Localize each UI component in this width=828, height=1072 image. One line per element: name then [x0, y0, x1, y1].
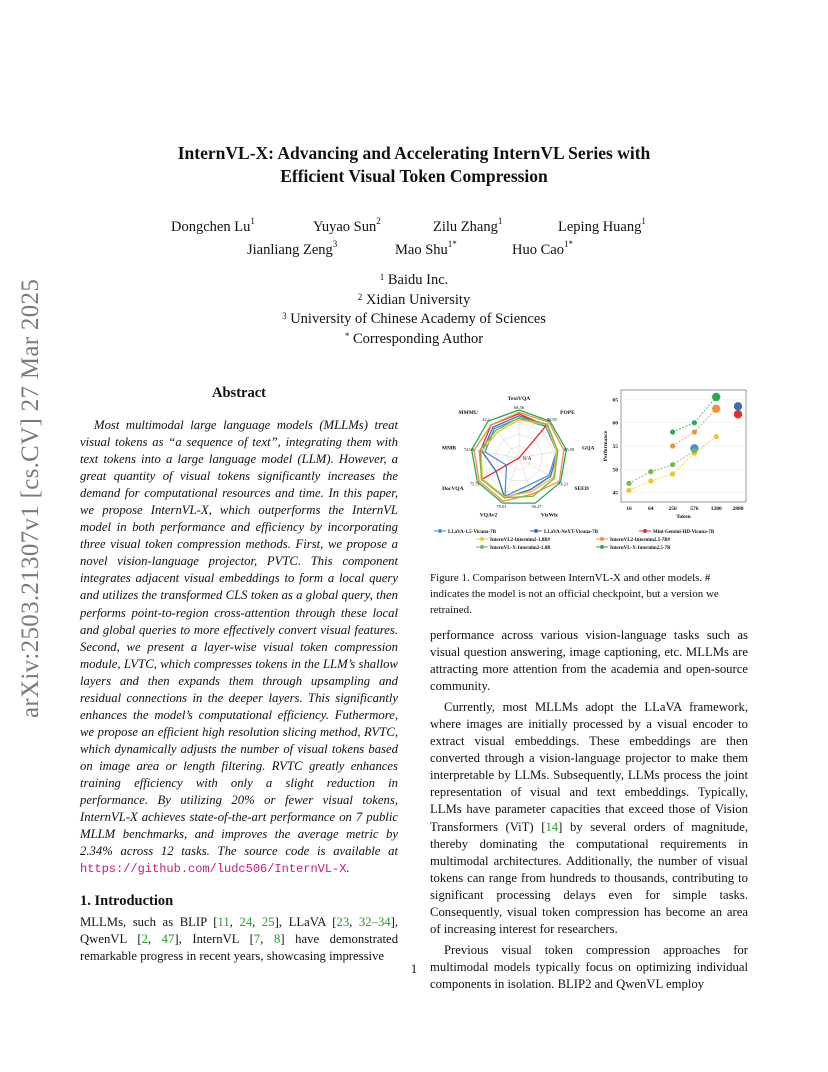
y-axis-label: Performance — [603, 430, 609, 462]
plot-data-point — [648, 478, 653, 483]
comparison-figure — [426, 380, 756, 560]
author-3: Zilu Zhang$^1$ — [433, 216, 503, 235]
paragraph: Currently, most MLLMs adopt the LLaVA framework, where images are initially processed by a visual encoder to extract visual embeddings. These embeddings are then converted through a vision-language projector to make them interpretable by LLMs. Subsequently, LLMs process the joint representation of visual and text embeddings. Typically, LLMs have parameter capacities that exceed those of Vision Transformers (ViT) [14] by several orders of magnitude, thereby dominating the computational requirements in multimodal architectures. Additionally, the number of visual tokens can range from hundreds to thousands, contributing to significant processing delays even for simple tasks. Consequently, visual token compression has become an area of increasing interest for researchers. — [430, 700, 748, 936]
author-7: Huo Cao$^{1*}$ — [512, 239, 573, 258]
author-4: Leping Huang$^1$ — [558, 216, 646, 235]
plot-data-point — [712, 404, 720, 412]
citation-link[interactable]: 23 — [336, 915, 350, 929]
plot-data-point — [648, 469, 653, 474]
plot-data-point — [712, 393, 720, 401]
radar-value-label: 75.51 — [469, 481, 480, 487]
x-tick-label: 576 — [690, 506, 699, 512]
plot-data-point — [692, 420, 697, 425]
legend-label: LLaVA-NeXT-Vicuna-7B — [544, 530, 598, 535]
legend-marker — [600, 545, 604, 549]
legend-marker — [480, 537, 484, 541]
x-tick-label: 2880 — [732, 506, 744, 512]
abstract-heading: Abstract — [212, 385, 266, 401]
page-number: 1 — [410, 962, 418, 976]
author-1: Dongchen Lu$^1$ — [171, 216, 255, 235]
plot-data-point — [626, 481, 631, 486]
legend-marker — [534, 529, 538, 533]
radar-axis-label: VQAv2 — [479, 512, 498, 519]
radar-value-label: 42.1 — [482, 416, 491, 422]
citation-link[interactable]: 24 — [239, 915, 253, 929]
radar-axis-label: POPE — [560, 410, 575, 417]
x-axis-label: Token — [676, 514, 691, 520]
y-tick-label: 65 — [612, 397, 618, 404]
radar-value-label: 74.66 — [463, 447, 474, 453]
legend-label: InternVL2-Internlm2.5-7B# — [610, 538, 671, 543]
title-line-1: InternVL-X: Advancing and Accelerating InternVL Series with — [177, 143, 651, 163]
legend-label: InternVL-X-Internlm2.5-7B — [610, 546, 671, 551]
arxiv-identifier: arXiv:2503.21307v1 [cs.CV] 27 Mar 2025 — [17, 278, 44, 718]
citation-link[interactable]: 47 — [161, 932, 175, 947]
plot-data-point — [670, 443, 675, 448]
plot-data-point — [692, 448, 697, 453]
radar-value-label: 56.27 — [531, 503, 542, 509]
plot-data-point — [670, 471, 675, 476]
radar-axis-label: SEED — [574, 486, 589, 492]
plot-data-point — [734, 410, 742, 418]
legend-label: LLaVA-1.5-Vicuna-7B — [448, 530, 496, 535]
legend-label: InternVL-X-Internlm2-1.8B — [490, 546, 551, 551]
y-tick-label: 50 — [612, 467, 618, 474]
affiliations — [80, 271, 748, 349]
radar-value-label: 74.21 — [558, 481, 569, 487]
radar-axis-label: DocVQA — [442, 486, 464, 492]
author-2: Yuyao Sun$^2$ — [313, 216, 381, 235]
abstract-body: Most multimodal large language models (MLLMs) treat visual tokens as “a sequence of text”, integrating them with text tokens into a large language model (LLM). However, a great quantity of visual tokens significantly increases the demand for computational resources and time. In this paper, we propose InternVL-X, which outperforms the InternVL model in both performance and efficiency by incorporating three visual token compression methods. First, we propose a novel vision-language projector, PVTC. This component integrates adjacent visual embeddings to form a local query and utilizes the transformed CLS token as a global query, then performs point-to-region cross-attention through these local and global queries to more effectively convert visual features. Second, we present a layer-wise visual token compression module, LVTC, which compresses tokens in the LLM’s shallow layers and then expands them through upsampling and residual connections in the deeper layers. This significantly enhances the model’s computational efficiency. Futhermore, we propose an efficient high resolution slicing method, RVTC, which dynamically adjusts the number of visual tokens based on image area or length filtering. RVTC greatly enhances training efficiency with only a slight reduction in performance. By utilizing 20% or fewer visual tokens, InternVL-X achieves state-of-the-art performance on 7 public MLLM benchmarks, and improves the average metric by 2.34% across 12 tasks. The source code is available at https://github.com/ludc506/InternVL-X. — [80, 418, 398, 877]
x-tick-label: 64 — [648, 506, 654, 512]
legend-marker — [480, 545, 484, 549]
y-tick-label: 60 — [612, 420, 618, 427]
radar-axis-label: MMMU — [458, 410, 478, 417]
legend-label: InternVL2-Internlm2-1.8B# — [490, 538, 551, 543]
citation-link[interactable]: 7 — [253, 932, 261, 947]
plot-data-point — [692, 429, 697, 434]
affiliation: $^1$ Baidu Inc. — [379, 272, 449, 288]
radar-axis-label: TextVQA — [507, 396, 531, 402]
plot-series-line — [673, 409, 717, 446]
y-tick-label: 45 — [612, 490, 618, 497]
citation-link[interactable]: 25 — [261, 915, 275, 929]
radar-value-label: 86.95 — [546, 416, 557, 422]
paper-title — [80, 142, 748, 188]
radar-axis-label: MMB — [441, 445, 456, 452]
plot-data-point — [670, 462, 675, 467]
plot-data-point — [714, 434, 719, 439]
legend-marker — [643, 529, 647, 533]
paragraph: performance across various vision-language tasks such as visual question answering, image captioning, etc. MLLMs are attracting more attention from the academia and open-source community. — [430, 628, 748, 694]
radar-axis-label: VizWiz — [540, 512, 558, 519]
author-5: Jianliang Zeng$^3$ — [247, 239, 338, 258]
x-tick-label: 256 — [668, 506, 677, 512]
citation-link[interactable]: 8 — [274, 932, 281, 947]
paragraph: Previous visual token compression approaches for multimodal models typically focus on optimizing individual components in isolation. BLIP2 and QwenVL employ — [430, 942, 748, 991]
legend-marker — [438, 529, 442, 533]
plot-data-point — [734, 402, 742, 410]
plot-series-line — [629, 451, 694, 484]
github-link[interactable]: https://github.com/ludc506/InternVL-X — [80, 862, 347, 877]
x-tick-label: 1280 — [710, 506, 722, 512]
affiliation: $^3$ University of Chinese Academy of Sciences — [282, 311, 546, 327]
radar-center-label: N/A — [522, 457, 532, 462]
radar-value-label: 65.50 — [564, 447, 575, 453]
radar-axis-label: GQA — [582, 445, 595, 452]
introduction-paragraph: MLLMs, such as BLIP [11, 24, 25], LLaVA [23, 32–34], QwenVL [2, 47], InternVL [7, 8] have demonstrated remarkable progress in recent years, showcasing impressive — [80, 915, 399, 964]
figure-caption: Figure 1. Comparison between InternVL-X and other models. # indicates the model is not an official checkpoint, but a version we retrained. — [430, 572, 719, 616]
citation-link[interactable]: 2 — [141, 932, 148, 947]
introduction-heading: 1. Introduction — [80, 893, 174, 909]
plot-series-line — [673, 397, 717, 432]
plot-data-point — [626, 488, 631, 493]
affiliation: $^2$ Xidian University — [357, 291, 471, 308]
y-tick-label: 55 — [612, 444, 618, 450]
title-line-2: Efficient Visual Token Compression — [280, 166, 548, 186]
citation-link[interactable]: 32–34 — [358, 915, 391, 929]
x-tick-label: 16 — [626, 506, 632, 512]
citation-link[interactable]: 14 — [545, 819, 559, 834]
radar-value-label: 79.61 — [496, 503, 507, 509]
affiliation: * Corresponding Author — [344, 330, 484, 347]
plot-data-point — [670, 429, 675, 434]
radar-value-label: 68.56 — [513, 405, 525, 410]
legend-label: Mini-Gemini-HD-Vicuna-7B — [653, 530, 715, 535]
author-6: Mao Shu$^{1*}$ — [395, 239, 457, 258]
legend-marker — [600, 537, 604, 541]
citation-link[interactable]: 11 — [217, 915, 230, 929]
figure-1 — [426, 380, 756, 560]
abstract-text: Most multimodal large language models (MLLMs) treat visual tokens as “a sequence of text”, integrating them with text tokens into a large language model (LLM). However, a great quantity of visual tokens significantly increases the demand for computational resources and time. In this paper, we propose InternVL-X, which outperforms the InternVL model in both performance and efficiency by incorporating three visual token compression methods. First, we propose a novel vision-language projector, PVTC. This component integrates adjacent visual embeddings to form a local query and utilizes the transformed CLS token as a global query, then performs point-to-region cross-attention through these local and global queries to more effectively convert visual features. Second, we present a layer-wise visual token compression module, LVTC, which compresses tokens in the LLM’s shallow layers and then expands them through upsampling and residual connections in the deeper layers. This significantly enhances the model’s computational efficiency. Futhermore, we propose an efficient high resolution slicing method, RVTC, which dynamically adjusts the number of visual tokens based on image area or length filtering. RVTC greatly enhances training efficiency with only a slight reduction in performance. By utilizing 20% or fewer visual tokens, InternVL-X achieves state-of-the-art performance on 7 public MLLM benchmarks, and improves the average metric by 2.34% across 12 tasks. The source code is available at — [80, 418, 398, 859]
right-column-body — [430, 627, 748, 993]
